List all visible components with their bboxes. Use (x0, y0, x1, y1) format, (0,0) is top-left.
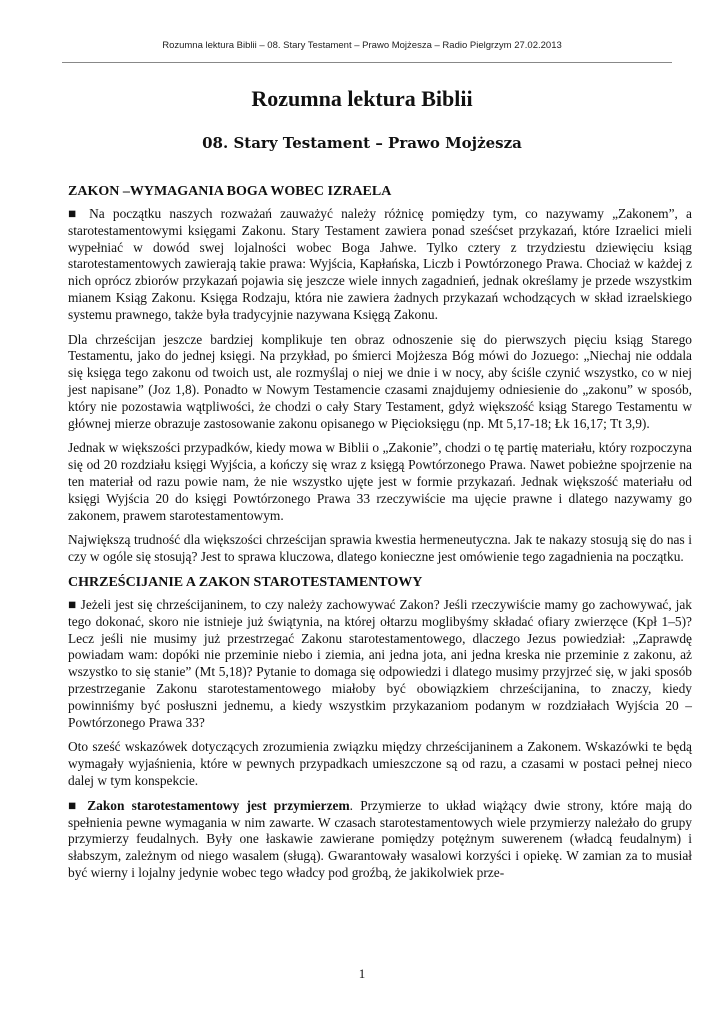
section-heading: CHRZEŚCIJANIE A ZAKON STAROTESTAMENTOWY (68, 574, 423, 590)
document-body (68, 183, 692, 890)
paragraph: ■ Jeżeli jest się chrześcijaninem, to czy należy zachowywać Zakon? Jeśli rzeczywiście mamy go zachowywać, jak tego dokonać, skoro nie istnieje już świątynia, na której ołtarzu moglibyśmy składać ofiary zwierzęce (Kpł 1–5)? Lecz jeśli nie musimy już przestrzegać Zakonu starotestamentowego, dlaczego Jezus powiedział: „Zaprawdę powiadam wam: dopóki nie przeminie niebo i ziemia, ani jedna jota, ani jedna kreska nie przeminie z zakonu, aż wszystko to się stanie” (Mt 5,18)? Pytanie to domaga się odpowiedzi i dlatego musimy przyjrzeć się, w jaki sposób przestrzeganie Zakonu starotestamentowego miałoby być obowiązkiem chrześcijanina, to znaczy, kiedy powinniśmy być posłuszni jednemu, a kiedy wszystkim przykazaniom podanym w rozdziałach Wyjścia 20 – Powtórzonego Prawa 33? (68, 596, 692, 730)
paragraph: Dla chrześcijan jeszcze bardziej komplikuje ten obraz odnoszenie się do pierwszych pięciu ksiąg Starego Testamentu, jako do jednej księgi. Na przykład, po śmierci Mojżesza Bóg mówi do Jozuego: „Niechaj nie oddala się księga tego zakonu od twoich ust, ale rozmyślaj o niej we dnie i w nocy, aby ściśle czynić wszystko, co w niej jest napisane” (Joz 1,8). Ponadto w Nowym Testamencie czasami znajdujemy odniesienie do „zakonu” w sposób, który nie pozostawia wątpliwości, że chodzi o cały Stary Testament, gdyż większość ksiąg Starego Testamentu w głównej mierze obrazuje zastosowanie zakonu opisanego w Pięcioksięgu (np. Mt 5,17-18; Łk 16,17; Tt 3,9). (68, 331, 692, 431)
paragraph: ■ Na początku naszych rozważań zauważyć należy różnicę pomiędzy tym, co nazywamy „Zakonem”, a starotestamentowymi księgami Zakonu. Stary Testament zawiera ponad sześćset przykazań, które Izraelici mieli wypełniać w dowód swej lojalności wobec Boga Jahwe. Tylko cztery z trzydziestu dziewięciu ksiąg starotestamentowych zawierają takie prawa: Wyjścia, Kapłańska, Liczb i Powtórzonego Prawa. Chociaż w każdej z nich oprócz zbiorów przykazań pojawia się jeszcze wiele innych zagadnień, jednak określamy je przede wszystkim mianem Ksiąg Zakonu. Księga Rodzaju, która nie zawiera żadnych przykazań wchodzących w skład izraelskiego systemu prawnego, także była tradycyjnie nazywana Księgą Zakonu. (68, 206, 692, 322)
paragraph: Oto sześć wskazówek dotyczących zrozumienia związku między chrześcijaninem a Zakonem. Wskazówki te będą wymagały wyjaśnienia, które w pewnych przypadkach umieszczone są od razu, a czasami w postaci pełnej nieco dalej w tym konspekcie. (68, 739, 692, 788)
paragraph-text: . Przymierze to układ wiążący dwie strony, które mają do spełnienia pewne wymagania w nim zawarte. W czasach starotestamentowych wiele przymierzy należało do grupy przymierzy feudalnych. Były one łaskawie zawierane pomiędzy potężnym suwerenem (władcą feudalnym) i słabszym, zależnym od niego wasalem (sługą). Gwarantowały wasalowi korzyści i opiekę. W zamian za to musiał być wierny i lojalny jedynie wobec tego władcy pod groźbą, że jakikolwiek prze- (68, 797, 692, 880)
paragraph (68, 798, 692, 882)
bold-lead-text: Zakon starotestamentowy jest przymierzem (87, 797, 350, 813)
paragraph: Największą trudność dla większości chrześcijan sprawia kwestia hermeneutyczna. Jak te nakazy stosują się do nas i czy w ogóle się stosują? Jest to sprawa kluczowa, dlatego konieczne jest omówienie tego zagadnienia na początku. (68, 532, 692, 565)
document-title: Rozumna lektura Biblii (251, 86, 473, 111)
section-heading: ZAKON –WYMAGANIA BOGA WOBEC IZRAELA (68, 184, 392, 199)
document-subtitle: 08. Stary Testament – Prawo Mojżesza (202, 134, 522, 152)
paragraph: Jednak w większości przypadków, kiedy mowa w Biblii o „Zakonie”, chodzi o tę partię materiału, który rozpoczyna się od 20 rozdziału księgi Wyjścia, a kończy się wraz z księgą Powtórzonego Prawa. Nawet pobieżne spojrzenie na ten materiał od razu powie nam, że nie wszystko ujęte jest w formie przykazań. Jednak większość materiału od księgi Wyjścia 20 do księgi Powtórzonego Prawa 33 rzeczywiście ma ujęcie prawne i dlatego nazywamy go zakonem, prawem starotestamentowym. (68, 440, 692, 523)
header-divider (62, 62, 672, 63)
running-header: Rozumna lektura Biblii – 08. Stary Testament – Prawo Mojżesza – Radio Pielgrzym 27.02.2013 (162, 40, 562, 51)
page-number: 1 (358, 966, 366, 981)
bullet-marker: ■ (68, 797, 88, 813)
